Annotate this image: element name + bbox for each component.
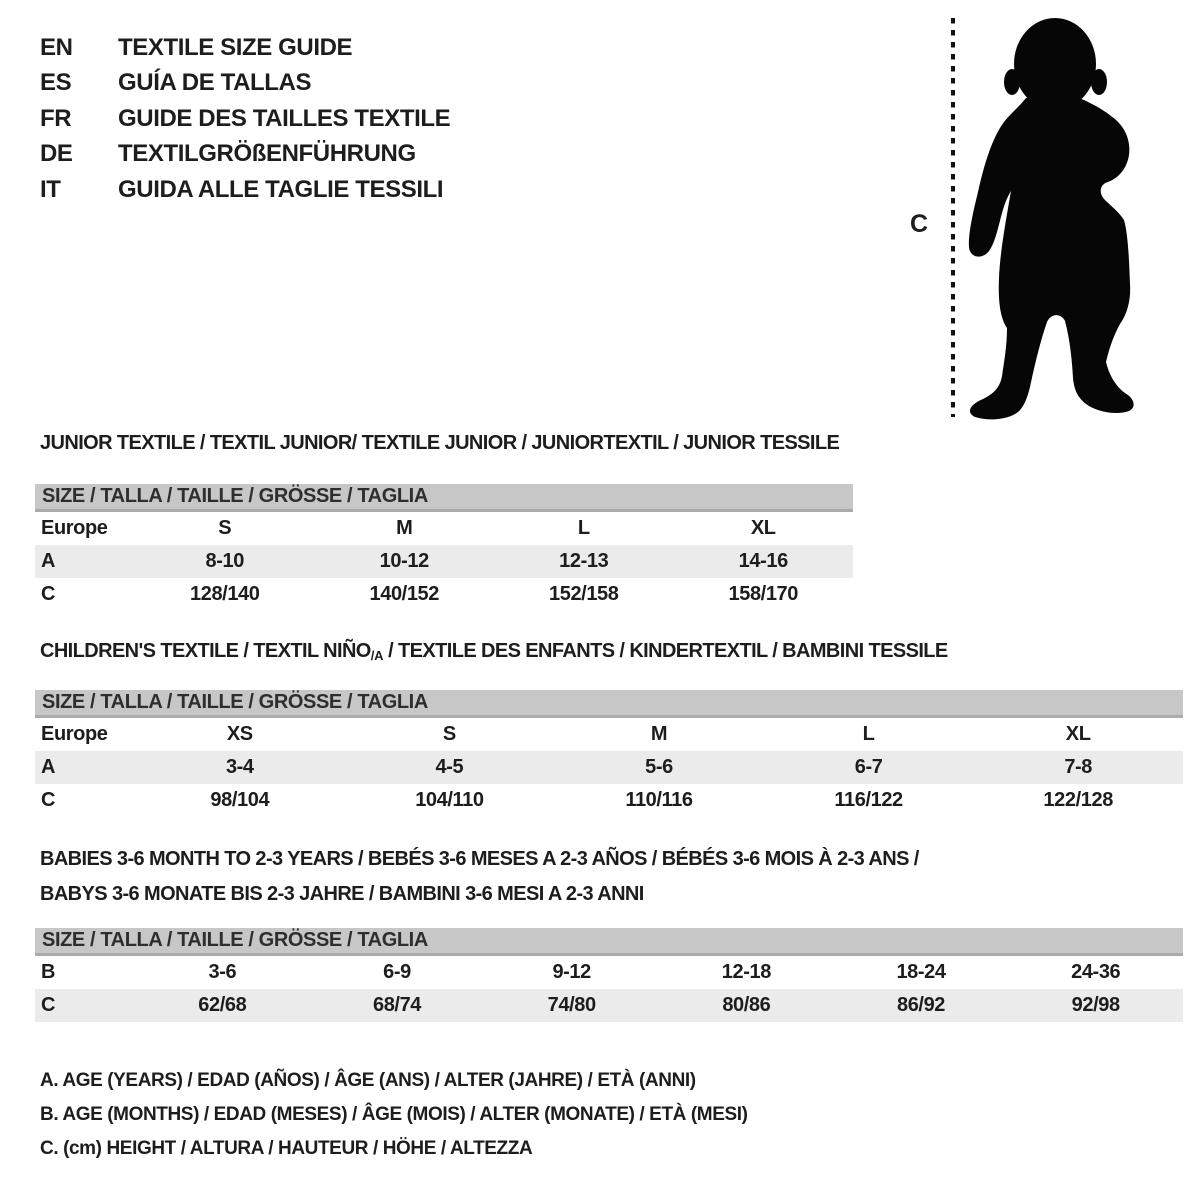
junior-row-europe: [35, 512, 853, 545]
age-cell: 10-12: [379, 550, 429, 572]
height-cell: 74/80: [547, 994, 596, 1016]
height-cell: 122/128: [1043, 789, 1113, 811]
language-row-fr: [40, 101, 450, 137]
language-code: FR: [40, 104, 72, 132]
size-header-label: SIZE / TALLA / TAILLE / GRÖSSE / TAGLIA: [42, 929, 428, 951]
height-cell: 68/74: [372, 994, 422, 1016]
size-cell: M: [396, 517, 413, 539]
language-row-es: [40, 66, 450, 102]
age-cell: 4-5: [435, 756, 464, 778]
junior-size-table: [35, 484, 853, 611]
language-code: ES: [40, 69, 72, 97]
junior-row-height: [35, 578, 853, 611]
guide-title-it: GUIDA ALLE TAGLIE TESSILI: [118, 175, 444, 203]
height-cell: 158/170: [728, 583, 798, 605]
row-label: C: [41, 994, 56, 1016]
row-label: A: [41, 756, 56, 778]
age-cell: 14-16: [738, 550, 788, 572]
height-cell: 98/104: [210, 789, 270, 811]
language-row-en: [40, 30, 450, 66]
guide-title-de: TEXTILGRÖßENFÜHRUNG: [118, 140, 416, 168]
age-cell: 12-13: [559, 550, 609, 572]
height-cell: 80/86: [722, 994, 771, 1016]
footnote-legend: [40, 1064, 748, 1166]
age-cell: 18-24: [896, 961, 946, 983]
children-row-height: [35, 784, 1183, 817]
age-cell: 3-6: [208, 961, 237, 983]
guide-title-en: TEXTILE SIZE GUIDE: [118, 33, 353, 61]
row-label: Europe: [41, 723, 108, 745]
size-header-bar: [35, 928, 1183, 956]
babies-size-table: [35, 928, 1183, 1022]
size-header-label: SIZE / TALLA / TAILLE / GRÖSSE / TAGLIA: [42, 485, 428, 507]
height-cell: 152/158: [549, 583, 619, 605]
size-cell: S: [218, 517, 232, 539]
babies-row-height: [35, 989, 1183, 1022]
language-code: IT: [40, 175, 61, 203]
footnote-age-years: A. AGE (YEARS) / EDAD (AÑOS) / ÂGE (ANS) / ALTER (JAHRE) / ETÀ (ANNI): [40, 1070, 696, 1091]
children-row-age: [35, 751, 1183, 784]
age-cell: 6-7: [854, 756, 883, 778]
children-title-prefix: CHILDREN'S TEXTILE / TEXTIL NIÑO: [40, 640, 371, 662]
age-cell: 6-9: [383, 961, 411, 983]
footnote-age-months: B. AGE (MONTHS) / EDAD (MESES) / ÂGE (MOIS) / ALTER (MONATE) / ETÀ (MESI): [40, 1104, 748, 1125]
toddler-silhouette-icon: [900, 0, 1200, 430]
age-cell: 24-36: [1071, 961, 1121, 983]
size-header-bar: [35, 690, 1183, 718]
row-label: B: [41, 961, 56, 983]
language-title-block: [40, 30, 450, 208]
size-cell: L: [577, 517, 590, 539]
size-header-bar: [35, 484, 853, 512]
height-cell: 140/152: [369, 583, 439, 605]
age-cell: 3-4: [225, 756, 254, 778]
guide-title-es: GUÍA DE TALLAS: [118, 69, 312, 97]
size-cell: L: [862, 723, 875, 745]
height-cell: 116/122: [834, 789, 903, 811]
height-cell: 128/140: [190, 583, 260, 605]
children-row-europe: [35, 718, 1183, 751]
language-row-de: [40, 137, 450, 173]
guide-title-fr: GUIDE DES TAILLES TEXTILE: [118, 104, 451, 132]
size-header-label: SIZE / TALLA / TAILLE / GRÖSSE / TAGLIA: [42, 691, 428, 713]
height-measure-label: C: [910, 210, 928, 238]
language-row-it: [40, 172, 450, 208]
age-cell: 5-6: [645, 756, 673, 778]
age-cell: 7-8: [1064, 756, 1093, 778]
babies-section-title-line2: BABYS 3-6 MONATE BIS 2-3 JAHRE / BAMBINI 3-6 MESI A 2-3 ANNI: [40, 883, 644, 905]
size-cell: XL: [1065, 723, 1091, 745]
row-label: C: [41, 789, 56, 811]
language-code: DE: [40, 140, 73, 168]
junior-section-title: JUNIOR TEXTILE / TEXTIL JUNIOR/ TEXTILE JUNIOR / JUNIORTEXTIL / JUNIOR TESSILE: [40, 432, 840, 454]
babies-row-months: [35, 956, 1183, 989]
language-code: EN: [40, 33, 73, 61]
row-label: A: [41, 550, 56, 572]
row-label: C: [41, 583, 56, 605]
height-cell: 110/116: [625, 789, 693, 811]
age-cell: 9-12: [552, 961, 591, 983]
size-cell: M: [650, 723, 668, 745]
size-cell: S: [442, 723, 456, 745]
height-cell: 86/92: [896, 994, 946, 1016]
children-section-title: [40, 640, 948, 663]
height-cell: 92/98: [1071, 994, 1120, 1016]
junior-row-age: [35, 545, 853, 578]
children-size-table: [35, 690, 1183, 817]
children-title-suffix: / TEXTILE DES ENFANTS / KINDERTEXTIL / BAMBINI TESSILE: [383, 640, 948, 662]
height-cell: 104/110: [415, 789, 484, 811]
age-cell: 8-10: [205, 550, 244, 572]
age-cell: 12-18: [721, 961, 771, 983]
size-cell: XS: [226, 723, 253, 745]
children-title-subscript: /A: [370, 648, 384, 663]
footnote-height: C. (cm) HEIGHT / ALTURA / HAUTEUR / HÖHE / ALTEZZA: [40, 1138, 533, 1159]
size-cell: XL: [750, 517, 776, 539]
row-label: Europe: [41, 517, 108, 539]
height-cell: 62/68: [198, 994, 247, 1016]
babies-section-title-line1: BABIES 3-6 MONTH TO 2-3 YEARS / BEBÉS 3-6 MESES A 2-3 AÑOS / BÉBÉS 3-6 MOIS À 2-3 ANS /: [40, 848, 919, 870]
